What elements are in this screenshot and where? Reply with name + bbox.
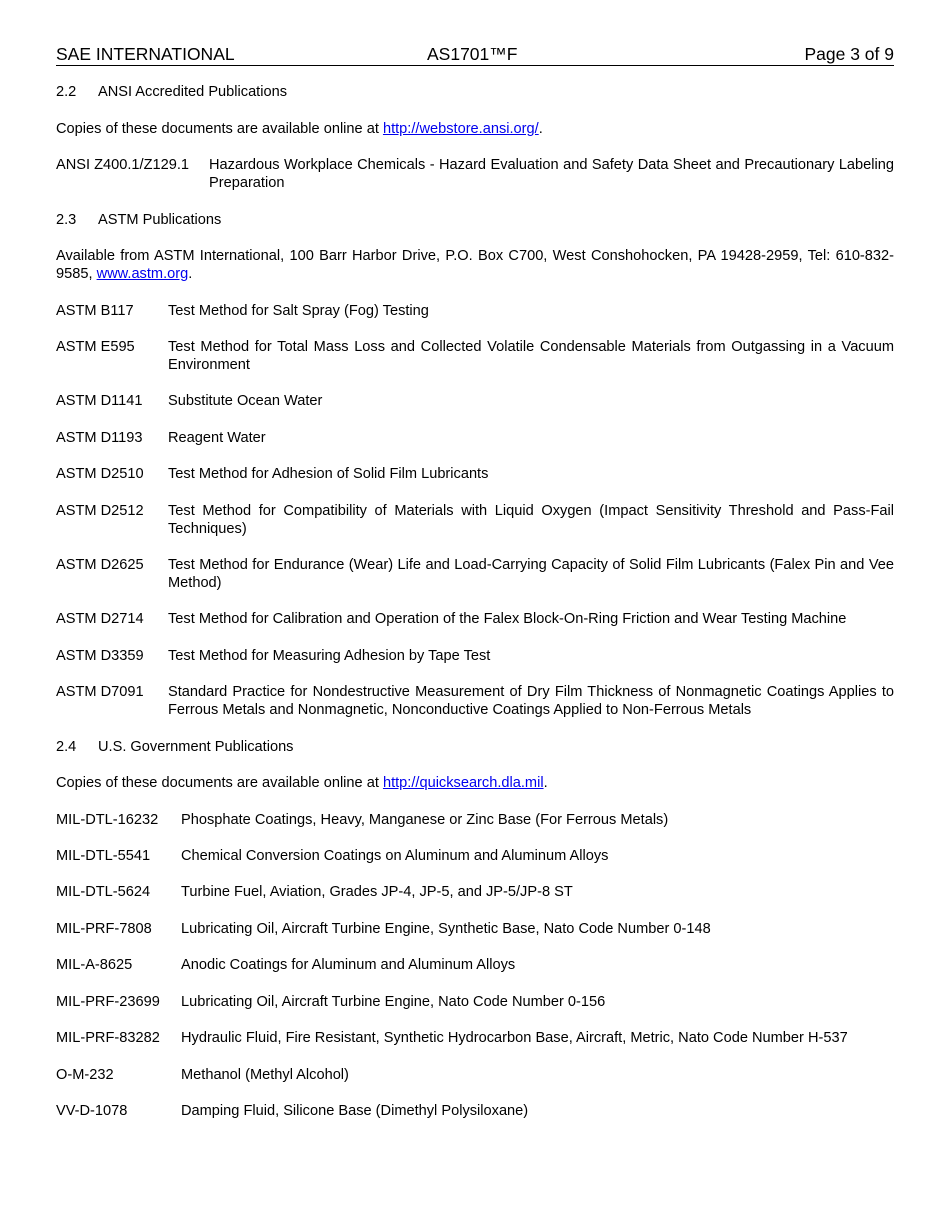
reference-code: ASTM D2512: [56, 503, 144, 519]
reference-code: ASTM B117: [56, 303, 134, 319]
section-2-2-heading: [56, 83, 287, 101]
reference-code: MIL-A-8625: [56, 957, 133, 973]
quicksearch-link[interactable]: http://quicksearch.dla.mil: [382, 775, 544, 791]
reference-code: ASTM D2510: [56, 466, 144, 482]
reference-description: Test Method for Adhesion of Solid Film Lubricants: [168, 466, 489, 482]
ansi-webstore-link[interactable]: http://webstore.ansi.org/: [382, 121, 539, 137]
reference-description: Turbine Fuel, Aviation, Grades JP-4, JP-5, and JP-5/JP-8 ST: [181, 884, 573, 900]
reference-description: Reagent Water: [168, 430, 266, 446]
page-header: [56, 44, 894, 66]
reference-code: MIL-DTL-16232: [56, 812, 159, 828]
reference-description: Test Method for Salt Spray (Fog) Testing: [168, 303, 429, 319]
section-title: ASTM Publications: [98, 212, 222, 228]
section-number: 2.4: [56, 739, 77, 755]
reference-description: Methanol (Methyl Alcohol): [181, 1067, 349, 1083]
section-number: 2.2: [56, 84, 77, 100]
reference-description: Test Method for Measuring Adhesion by Tape Test: [168, 648, 491, 664]
header-org: SAE INTERNATIONAL: [56, 44, 235, 64]
reference-description: Substitute Ocean Water: [168, 393, 323, 409]
reference-code: ASTM D1193: [56, 430, 143, 446]
reference-code: ASTM D1141: [56, 393, 143, 409]
reference-code: MIL-PRF-7808: [56, 921, 152, 937]
reference-code: O-M-232: [56, 1067, 114, 1083]
reference-description: Hazardous Workplace Chemicals - Hazard Evaluation and Safety Data Sheet and Precautionary Labeling Preparation: [209, 157, 894, 191]
reference-code: ASTM D3359: [56, 648, 144, 664]
reference-code: ASTM D2625: [56, 557, 144, 573]
section-2-3-heading: [56, 211, 221, 229]
reference-description: Test Method for Calibration and Operation of the Falex Block-On-Ring Friction and Wear Testing Machine: [168, 611, 847, 627]
reference-code: MIL-PRF-23699: [56, 994, 160, 1010]
section-2-3-availability: Available from ASTM International, 100 Barr Harbor Drive, P.O. Box C700, West Conshohocken, PA 19428-2959, Tel: 610-832-9585, www.astm.org.: [56, 248, 894, 282]
reference-code: MIL-DTL-5624: [56, 884, 151, 900]
astm-website-link[interactable]: www.astm.org: [96, 266, 189, 282]
reference-code: ASTM D2714: [56, 611, 144, 627]
section-2-2-availability: Copies of these documents are available online at http://webstore.ansi.org/.: [56, 121, 543, 137]
reference-code: ANSI Z400.1/Z129.1: [56, 157, 190, 173]
section-title: U.S. Government Publications: [98, 739, 294, 755]
reference-description: Hydraulic Fluid, Fire Resistant, Synthetic Hydrocarbon Base, Aircraft, Metric, Nato Code Number H-537: [181, 1030, 848, 1046]
reference-description: Test Method for Compatibility of Materials with Liquid Oxygen (Impact Sensitivity Threshold and Pass-Fail Techniques): [168, 503, 894, 537]
reference-code: MIL-DTL-5541: [56, 848, 151, 864]
reference-description: Test Method for Endurance (Wear) Life and Load-Carrying Capacity of Solid Film Lubricants (Falex Pin and Vee Method): [168, 557, 894, 591]
reference-code: VV-D-1078: [56, 1103, 128, 1119]
section-2-4-heading: [56, 738, 293, 756]
reference-description: Damping Fluid, Silicone Base (Dimethyl Polysiloxane): [181, 1103, 529, 1119]
reference-code: ASTM D7091: [56, 684, 144, 700]
reference-code: ASTM E595: [56, 339, 135, 355]
reference-description: Standard Practice for Nondestructive Measurement of Dry Film Thickness of Nonmagnetic Coatings Applies to Ferrous Metals and Nonmagnetic, Nonconductive Coatings Applied to Non-Ferrous Metals: [168, 684, 894, 718]
reference-description: Anodic Coatings for Aluminum and Aluminum Alloys: [181, 957, 516, 973]
reference-description: Chemical Conversion Coatings on Aluminum and Aluminum Alloys: [181, 848, 609, 864]
header-doc-number: AS1701™F: [427, 44, 518, 64]
section-number: 2.3: [56, 212, 77, 228]
reference-description: Phosphate Coatings, Heavy, Manganese or Zinc Base (For Ferrous Metals): [181, 812, 669, 828]
reference-code: MIL-PRF-83282: [56, 1030, 160, 1046]
reference-description: Test Method for Total Mass Loss and Collected Volatile Condensable Materials from Outgassing in a Vacuum Environment: [168, 339, 894, 373]
reference-description: Lubricating Oil, Aircraft Turbine Engine, Synthetic Base, Nato Code Number 0-148: [181, 921, 711, 937]
header-page-number: Page 3 of 9: [804, 44, 894, 64]
section-title: ANSI Accredited Publications: [98, 84, 288, 100]
section-2-4-availability: Copies of these documents are available online at http://quicksearch.dla.mil.: [56, 775, 548, 791]
reference-description: Lubricating Oil, Aircraft Turbine Engine, Nato Code Number 0-156: [181, 994, 606, 1010]
